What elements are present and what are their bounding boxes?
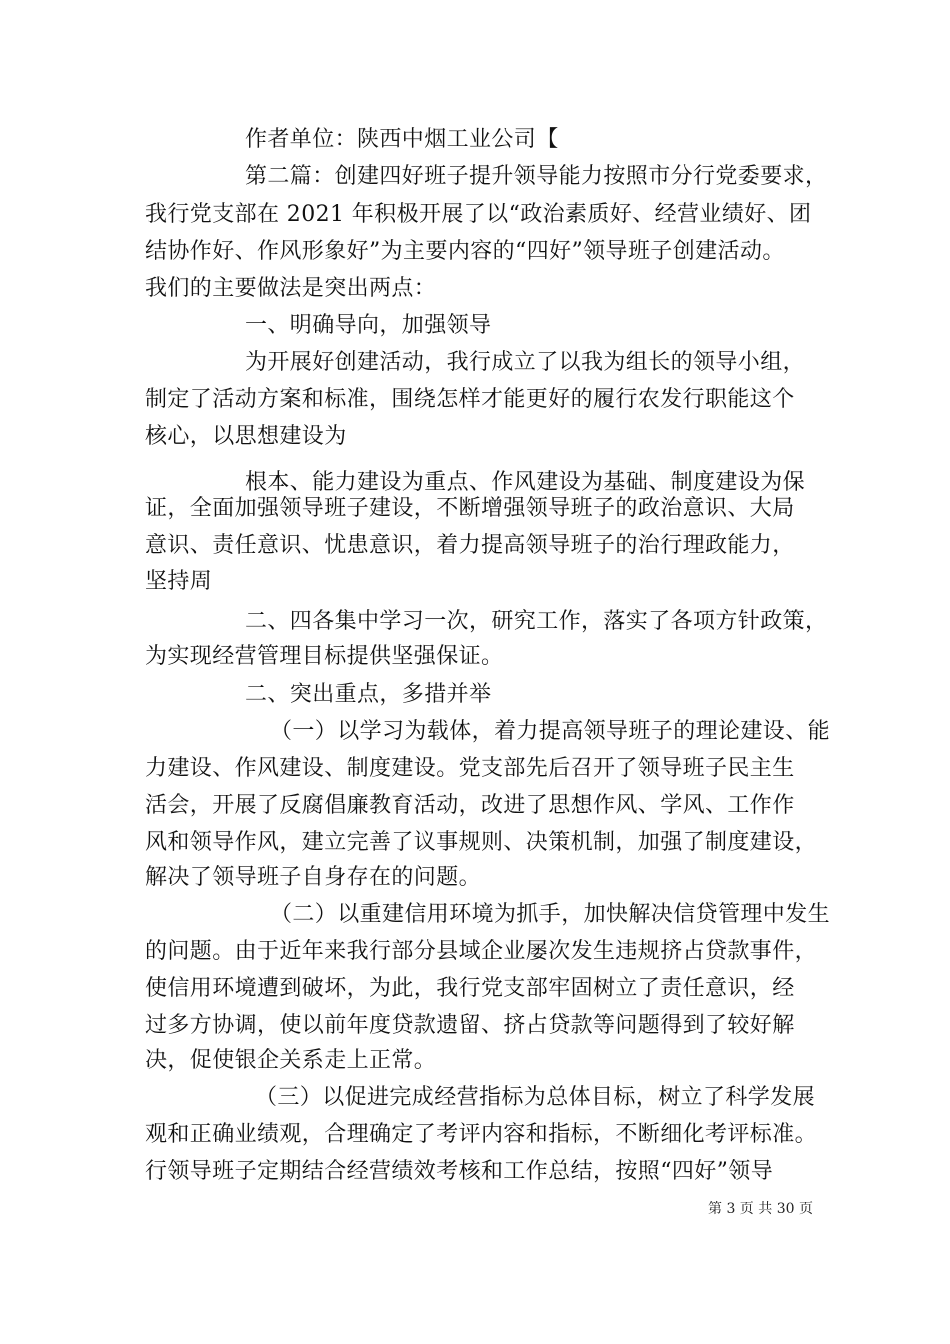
text-line: 观和正确业绩观，合理确定了考评内容和指标，不断细化考评标准。 <box>145 1122 818 1147</box>
text-line: 力建设、作风建设、制度建设。党支部先后召开了领导班子民主生 <box>145 756 795 781</box>
heading-line: 二、突出重点，多措并举 <box>245 682 492 707</box>
text-line: （三）以促进完成经营指标为总体目标，树立了科学发展 <box>255 1085 816 1110</box>
text-line: 核心，以思想建设为 <box>145 424 347 449</box>
text-line: 结协作好、作风形象好”为主要内容的“四好”领导班子创建活动。 <box>145 239 785 264</box>
text-line: 我们的主要做法是突出两点： <box>145 276 437 301</box>
text-line: 决，促使银企关系走上正常。 <box>145 1048 437 1073</box>
text-line: 使信用环境遭到破坏，为此，我行党支部牢固树立了责任意识，经 <box>145 976 795 1001</box>
author-unit-line: 作者单位：陕西中烟工业公司【 <box>245 127 559 152</box>
text-line: 活会，开展了反腐倡廉教育活动，改进了思想作风、学风、工作作 <box>145 793 795 818</box>
page-number-footer: 第 3 页 共 30 页 <box>708 1201 813 1217</box>
text-line: （二）以重建信用环境为抓手，加快解决信贷管理中发生 <box>270 902 831 927</box>
text-line: 风和领导作风，建立完善了议事规则、决策机制，加强了制度建设， <box>145 830 818 855</box>
section-title-line: 第二篇：创建四好班子提升领导能力按照市分行党委要求， <box>245 164 828 189</box>
text-line: 解决了领导班子自身存在的问题。 <box>145 865 482 890</box>
text-line: 为开展好创建活动，我行成立了以我为组长的领导小组， <box>245 350 806 375</box>
text-line: 行领导班子定期结合经营绩效考核和工作总结，按照“四好”领导 <box>145 1159 774 1184</box>
text-line: 的问题。由于近年来我行部分县域企业屡次发生违规挤占贷款事件， <box>145 939 818 964</box>
text-line: 证，全面加强领导班子建设，不断增强领导班子的政治意识、大局 <box>145 496 795 521</box>
text-line: 制定了活动方案和标准，围绕怎样才能更好的履行农发行职能这个 <box>145 387 795 412</box>
text-line: （一）以学习为载体，着力提高领导班子的理论建设、能 <box>270 719 831 744</box>
text-line: 我行党支部在 2021 年积极开展了以“政治素质好、经营业绩好、团 <box>145 202 812 227</box>
text-line: 根本、能力建设为重点、作风建设为基础、制度建设为保 <box>245 470 806 495</box>
text-line: 二、四各集中学习一次，研究工作，落实了各项方针政策， <box>245 609 828 634</box>
text-line: 为实现经营管理目标提供坚强保证。 <box>145 644 504 669</box>
text-line: 坚持周 <box>145 569 213 594</box>
text-line: 过多方协调，使以前年度贷款遗留、挤占贷款等问题得到了较好解 <box>145 1013 795 1038</box>
heading-line: 一、明确导向，加强领导 <box>245 313 492 338</box>
text-line: 意识、责任意识、忧患意识，着力提高领导班子的治行理政能力， <box>145 533 795 558</box>
